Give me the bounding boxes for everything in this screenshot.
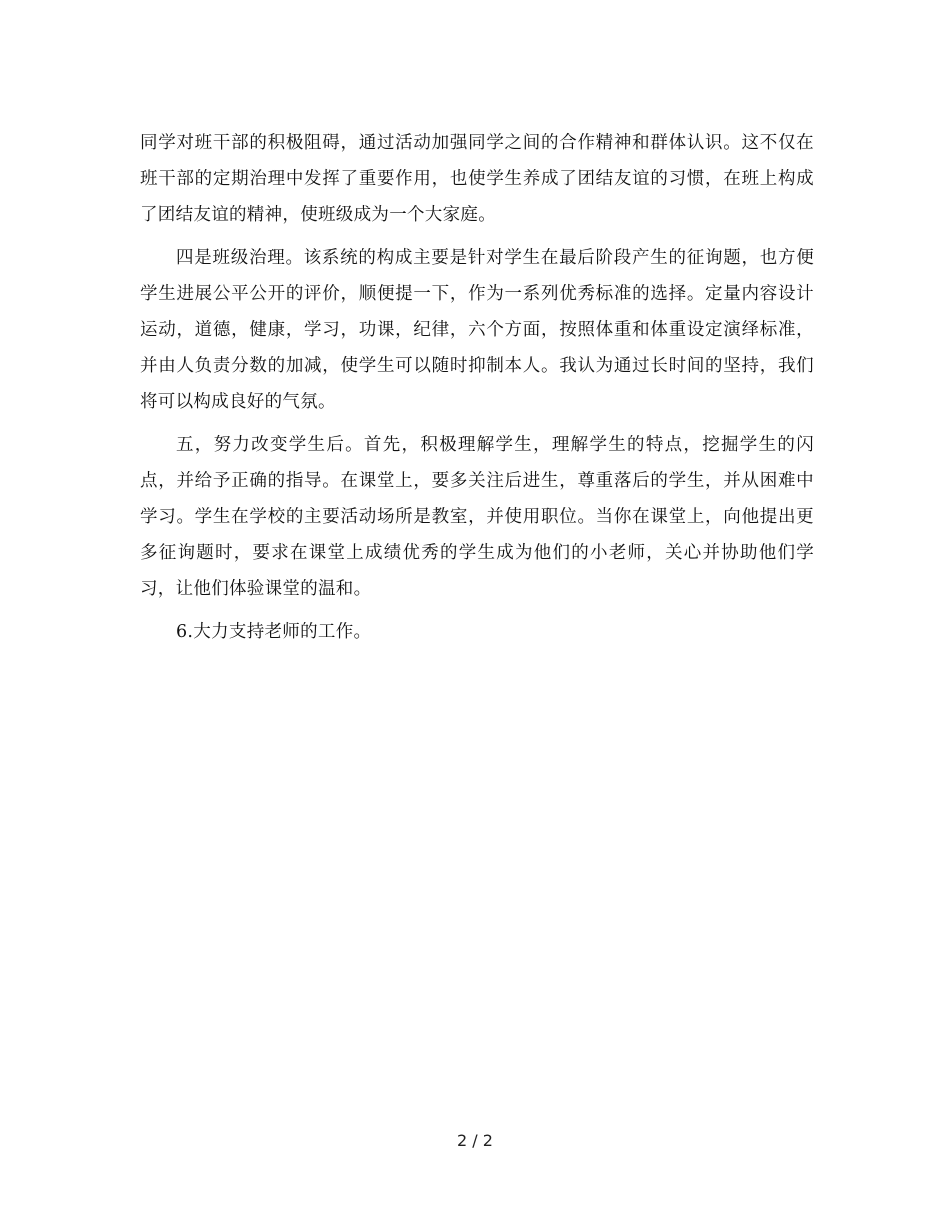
- paragraph-student-change: 五，努力改变学生后。首先，积极理解学生，理解学生的特点，挖掘学生的闪点，并给予正确的指导。在课堂上，要多关注后进生，尊重落后的学生，并从困难中学习。学生在学校的主要活动场所是教室，并使用职位。当你在课堂上，向他提出更多征询题时，要求在课堂上成绩优秀的学生成为他们的小老师，关心并协助他们学习，让他们体验课堂的温和。: [140, 435, 814, 599]
- page-number: 2 / 2: [457, 1131, 493, 1150]
- paragraph-class-management: 四是班级治理。该系统的构成主要是针对学生在最后阶段产生的征询题，也方便学生进展公平公开的评价，顺便提一下，作为一系列优秀标准的选择。定量内容设计运动，道德，健康，学习，功课，纪律，六个方面，按照体重和体重设定演绎标准，并由人负责分数的加减，使学生可以随时抑制本人。我认为通过长时间的坚持，我们将可以构成良好的气氛。: [140, 248, 814, 412]
- document-body: [140, 125, 814, 657]
- paragraph-teacher-support: 6.大力支持老师的工作。: [176, 622, 372, 642]
- paragraph-continued: 同学对班干部的积极阻碍，通过活动加强同学之间的合作精神和群体认识。这不仅在班干部的定期治理中发挥了重要作用，也使学生养成了团结友谊的习惯，在班上构成了团结友谊的精神，使班级成为一个大家庭。: [140, 133, 814, 225]
